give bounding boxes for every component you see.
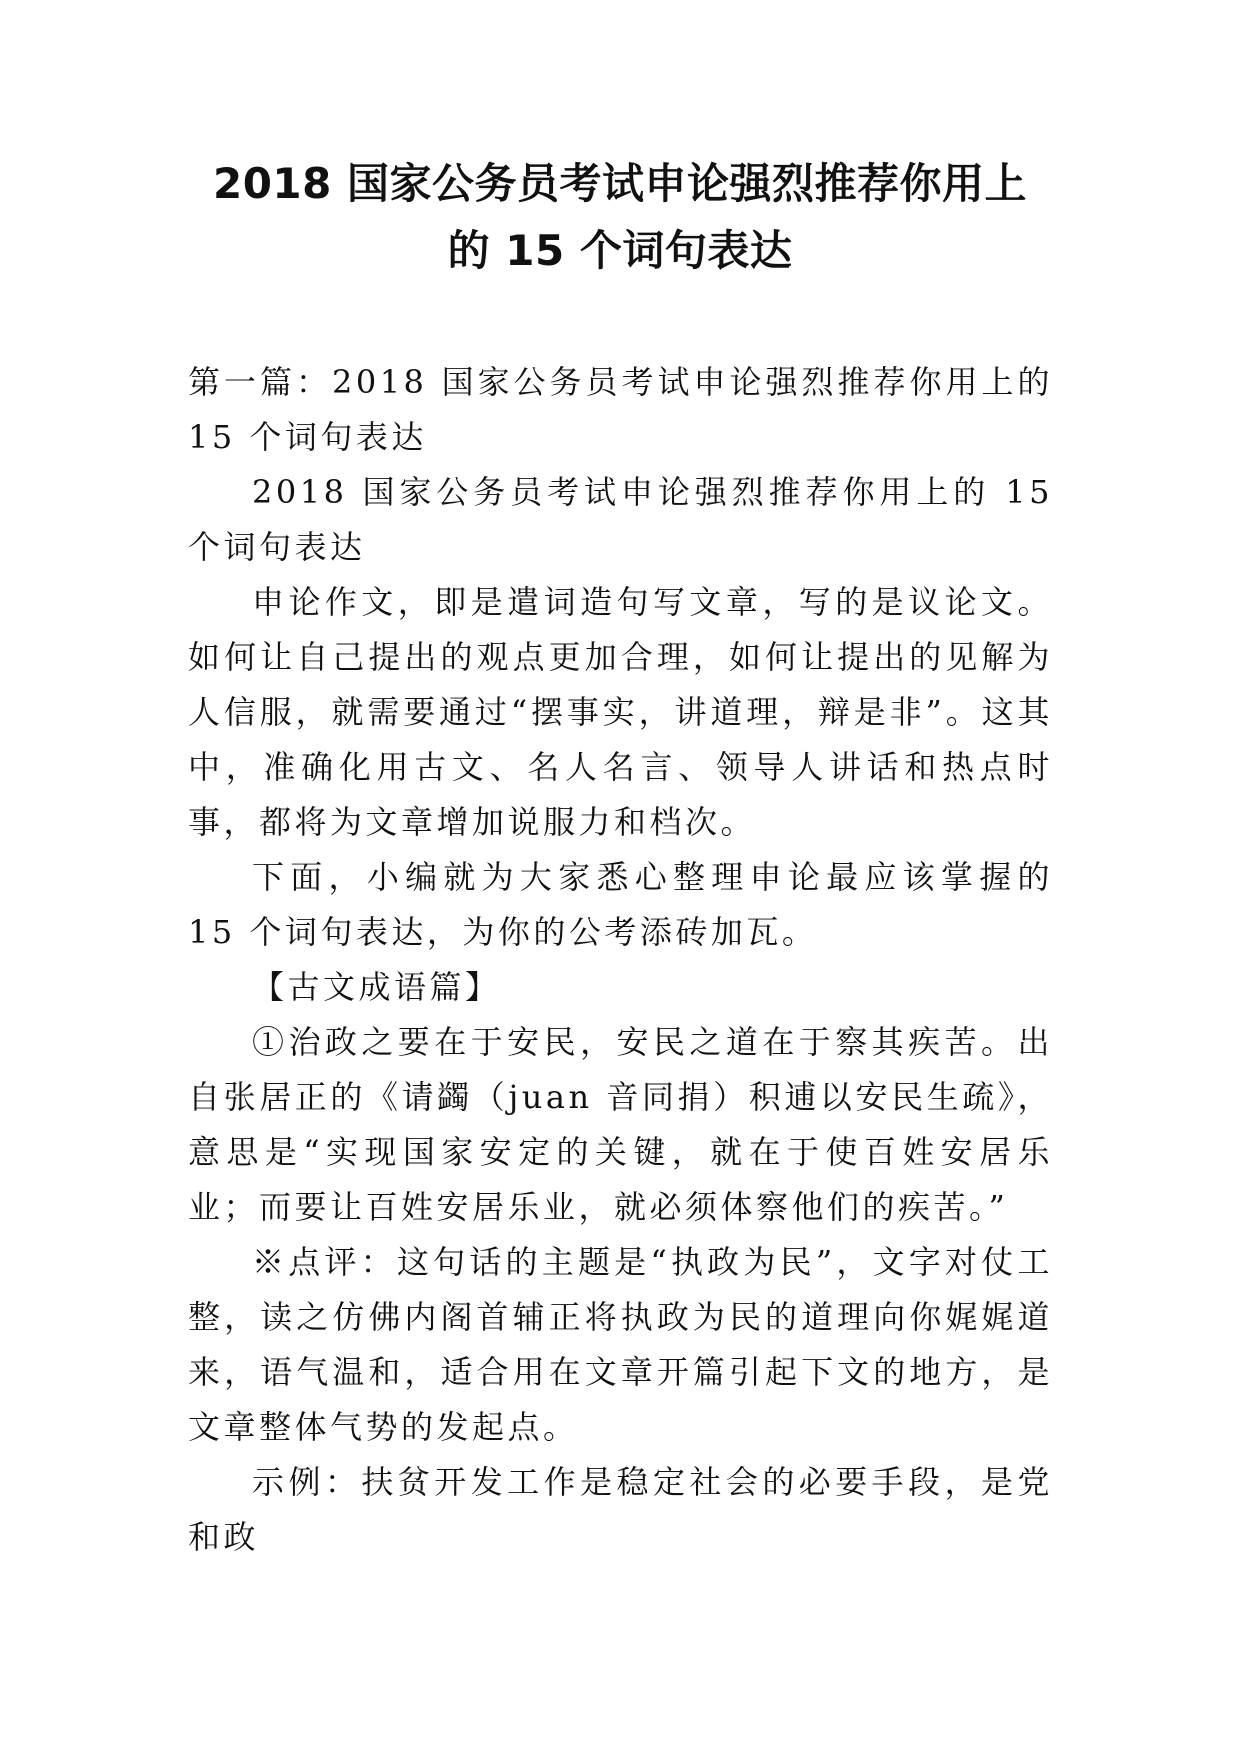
- document-title: [150, 150, 1090, 284]
- paragraph-lead: 下面，小编就为大家悉心整理申论最应该掌握的 15 个词句表达，为你的公考添砖加瓦。: [188, 858, 1053, 951]
- section-heading: 【古文成语篇】: [252, 968, 501, 1006]
- paragraph-quote-1: ①治政之要在于安民，安民之道在于察其疾苦。出自张居正的《请蠲（juan 音同捐）积逋以安民生疏》，意思是“实现国家安定的关键，就在于使百姓安居乐业；而要让百姓安居乐业，就必须体察他们的疾苦。”: [188, 1023, 1053, 1226]
- paragraph-example-1: 示例：扶贫开发工作是稳定社会的必要手段，是党和政: [188, 1463, 1053, 1556]
- paragraph-comment-1: ※点评：这句话的主题是“执政为民”，文字对仗工整，读之仿佛内阁首辅正将执政为民的道理向你娓娓道来，语气温和，适合用在文章开篇引起下文的地方，是文章整体气势的发起点。: [188, 1243, 1053, 1446]
- title-line-2: 的 15 个词句表达: [447, 226, 793, 275]
- paragraph-intro: 申论作文，即是遣词造句写文章，写的是议论文。如何让自己提出的观点更加合理，如何让提出的见解为人信服，就需要通过“摆事实，讲道理，辩是非”。这其中，准确化用古文、名人名言、领导人讲话和热点时事，都将为文章增加说服力和档次。: [188, 583, 1053, 841]
- paragraph-heading: 第一篇：2018 国家公务员考试申论强烈推荐你用上的 15 个词句表达: [188, 363, 1053, 456]
- paragraph-subtitle: 2018 国家公务员考试申论强烈推荐你用上的 15 个词句表达: [188, 473, 1053, 566]
- title-line-1: 2018 国家公务员考试申论强烈推荐你用上: [212, 159, 1028, 208]
- document-body: [188, 355, 1053, 1565]
